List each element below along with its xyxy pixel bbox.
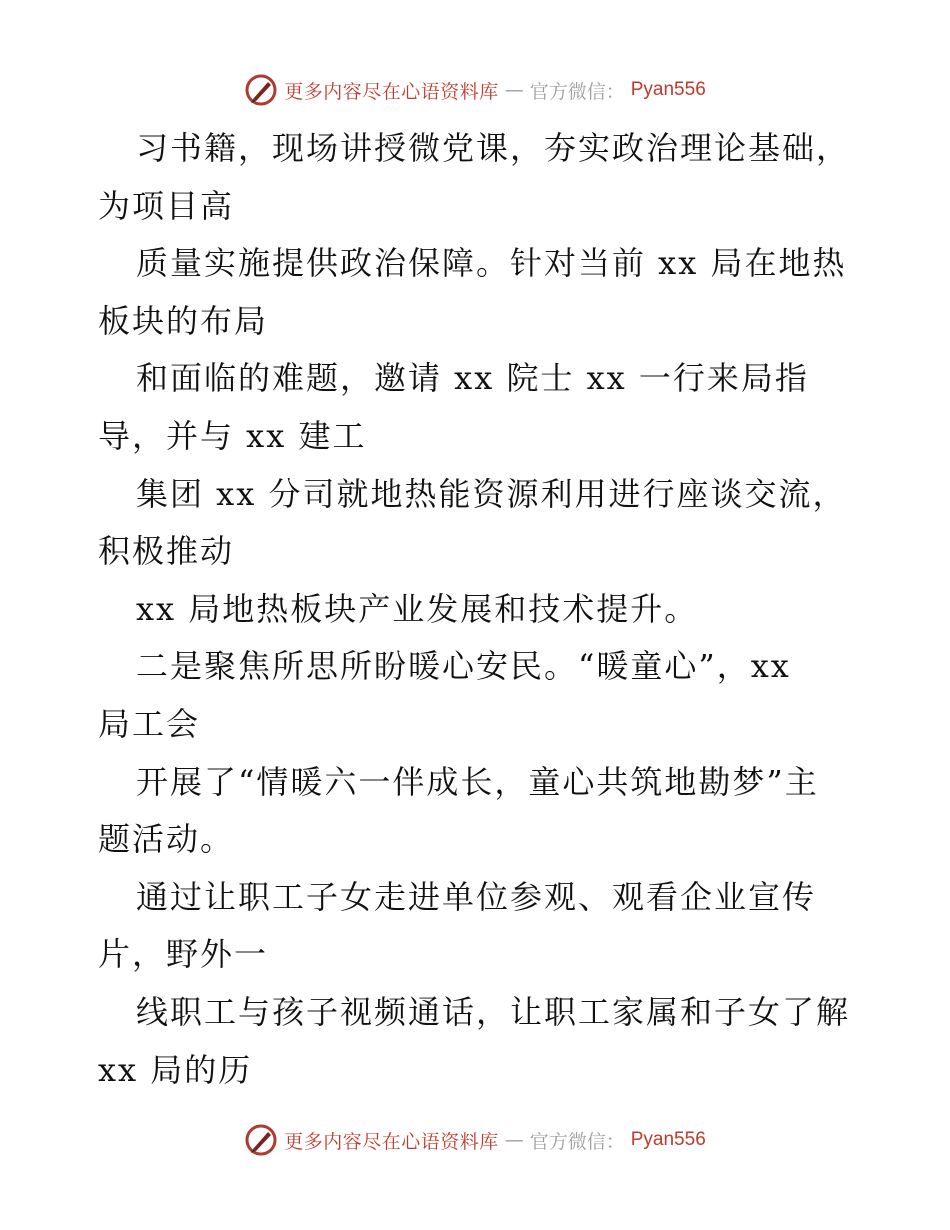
site-name-text: 更多内容尽在心语资料库 (284, 80, 499, 103)
wechat-id: Pyan556 (630, 1129, 706, 1150)
text-line: 为项目高 (98, 186, 235, 225)
text-line: 习书籍，现场讲授微党课，夯实政治理论基础， (136, 129, 851, 167)
wechat-label: 官方微信： (529, 1130, 625, 1153)
text-line: 片，野外一 (98, 935, 269, 974)
text-line: 导，并与 xx 建工 (98, 416, 367, 455)
text-line: 线职工与孩子视频通话，让职工家属和子女了解 (136, 992, 851, 1031)
banner-dash: — (504, 79, 524, 101)
pen-logo-icon (244, 1123, 278, 1157)
document-body (98, 120, 858, 1099)
text-line: xx 局的历 (98, 1050, 253, 1089)
text-line: 题活动。 (98, 820, 235, 859)
wechat-id: Pyan556 (630, 79, 706, 100)
text-line: 开展了“情暖六一伴成长，童心共筑地勘梦”主 (136, 762, 819, 801)
text-line: 集团 xx 分司就地热能资源利用进行座谈交流， (136, 474, 847, 513)
footer-banner (0, 1120, 950, 1160)
banner-dash: — (504, 1129, 524, 1151)
text-line: 质量实施提供政治保障。针对当前 xx 局在地热 (136, 244, 847, 283)
header-banner (0, 70, 950, 110)
wechat-label: 官方微信： (529, 80, 625, 103)
text-line: xx 局地热板块产业发展和技术提升。 (136, 589, 699, 628)
site-name-text: 更多内容尽在心语资料库 (284, 1130, 499, 1153)
pen-logo-icon (244, 73, 278, 107)
text-line: 局工会 (98, 704, 201, 743)
text-line: 二是聚焦所思所盼暖心安民。“暖童心”，xx (136, 647, 791, 686)
text-line: 和面临的难题，邀请 xx 院士 xx 一行来局指 (136, 359, 809, 398)
text-line: 通过让职工子女走进单位参观、观看企业宣传 (136, 877, 817, 916)
text-line: 板块的布局 (98, 301, 269, 340)
text-line: 积极推动 (98, 532, 235, 571)
